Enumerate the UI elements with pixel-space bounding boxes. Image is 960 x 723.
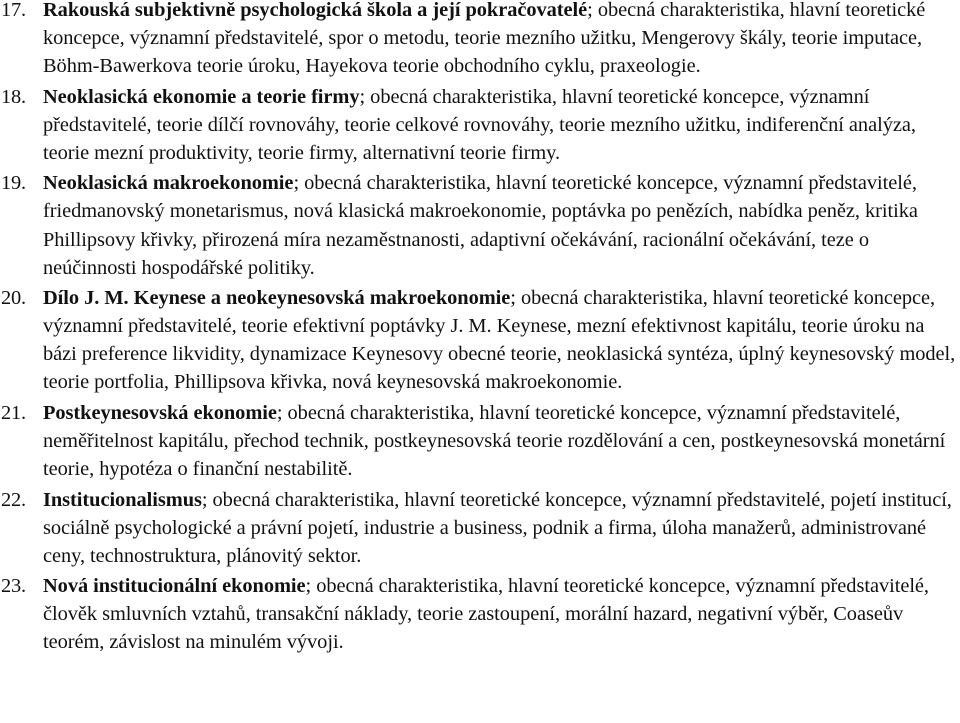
item-number: 22. — [1, 488, 26, 511]
item-text — [43, 399, 960, 483]
item-body: ; obecná charakteristika, hlavní teoretické koncepce, významní představitelé, pojetí institucí, sociálně psychologické a právní pojetí, industrie a business, podnik a firma, úloha manažerů, administrované ceny, technostruktura, plánovitý sektor. — [43, 488, 952, 567]
item-title: Neoklasická makroekonomie — [43, 172, 294, 195]
item-text — [43, 169, 960, 281]
item-text — [43, 83, 960, 167]
item-body: ; obecná charakteristika, hlavní teoretické koncepce, významní představitelé, člověk smluvních vztahů, transakční náklady, teorie zastoupení, morální hazard, negativní výběr, Coaseův teorém, závislost na minulém vývoji. — [43, 575, 929, 654]
item-body: ; obecná charakteristika, hlavní teoretické koncepce, významní představitelé, friedmanovský monetarismus, nová klasická makroekonomie, poptávka po penězích, nabídka peněz, kritika Phillipsovy křivky, přirozená míra nezaměstnanosti, adaptivní očekávání, racionální očekávání, teze o neúčinnosti hospodářské politiky. — [43, 172, 918, 279]
item-body: ; obecná charakteristika, hlavní teoretické koncepce, významní představitelé, spor o metodu, teorie mezního užitku, Mengerovy škály, teorie imputace, Böhm-Bawerkova teorie úroku, Hayekova teorie obchodního cyklu, praxeologie. — [43, 0, 926, 78]
list-item-20 — [0, 284, 960, 396]
list-item-19 — [0, 169, 960, 281]
list-item-21 — [0, 399, 960, 483]
item-number: 20. — [1, 287, 26, 310]
item-title: Dílo J. M. Keynese a neokeynesovská makroekonomie — [43, 287, 511, 310]
item-text — [43, 572, 960, 656]
item-number: 18. — [1, 85, 26, 108]
item-number: 21. — [1, 401, 26, 424]
item-title: Postkeynesovská ekonomie — [43, 401, 277, 424]
item-text — [43, 284, 960, 396]
item-number: 17. — [1, 0, 26, 21]
list-item-18 — [0, 83, 960, 167]
item-title: Institucionalismus — [43, 488, 202, 511]
item-title: Neoklasická ekonomie a teorie firmy — [43, 85, 360, 108]
item-number: 19. — [1, 172, 26, 195]
item-title: Nová institucionální ekonomie — [43, 575, 306, 598]
item-title: Rakouská subjektivně psychologická škola a její pokračovatelé — [43, 0, 588, 21]
item-body: ; obecná charakteristika, hlavní teoretické koncepce, významní představitelé, teorie dílčí rovnováhy, teorie celkové rovnováhy, teorie mezního užitku, indiferenční analýza, teorie mezní produktivity, teorie firmy, alternativní teorie firmy. — [43, 85, 916, 164]
item-number: 23. — [1, 575, 26, 598]
list-item-23 — [0, 572, 960, 656]
list-item-17 — [0, 0, 960, 80]
item-body: ; obecná charakteristika, hlavní teoretické koncepce, významní představitelé, teorie efektivní poptávky J. M. Keynese, mezní efektivnost kapitálu, teorie úroku na bázi preference likvidity, dynamizace Keynesovy obecné teorie, neoklasická syntéza, úplný keynesovský model, teorie portfolia, Phillipsova křivka, nová keynesovská makroekonomie. — [43, 287, 956, 394]
item-text — [43, 0, 960, 80]
item-body: ; obecná charakteristika, hlavní teoretické koncepce, významní představitelé, neměřitelnost kapitálu, přechod technik, postkeynesovská teorie rozdělování a cen, postkeynesovská monetární teorie, hypotéza o finanční nestabilitě. — [43, 401, 946, 481]
list-item-22 — [0, 486, 960, 570]
item-text — [43, 486, 960, 570]
